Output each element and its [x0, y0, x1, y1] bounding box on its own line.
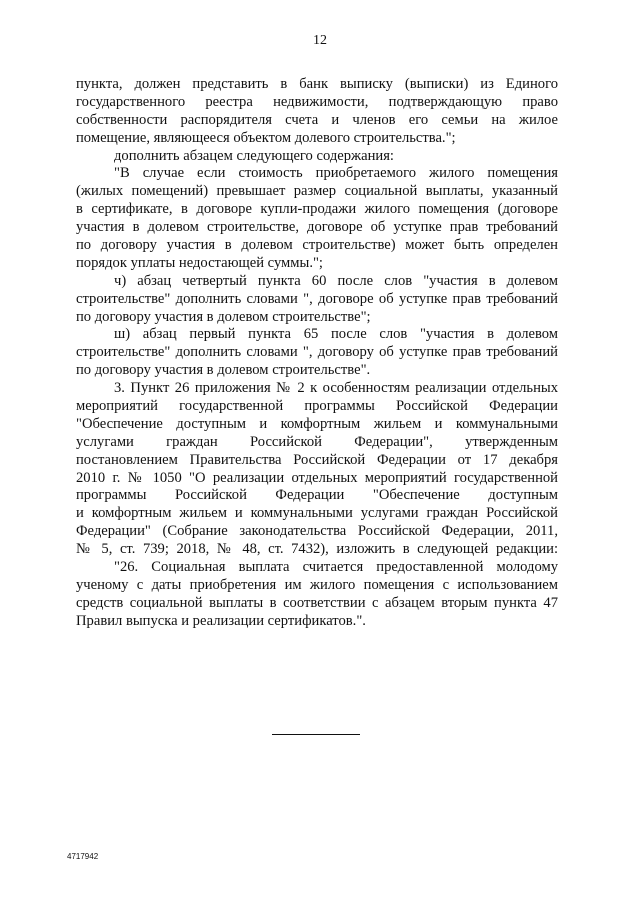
text-line: "26. Социальная выплата считается предоставленной молодому: [114, 559, 558, 576]
text-line: пункта, должен представить в банк выписку (выписки) из Единого: [76, 76, 558, 92]
text-line: ученому с даты приобретения им жилого помещения с использованием: [76, 576, 558, 593]
text-line: порядок уплаты недостающей суммы.";: [76, 254, 323, 271]
text-line: средств социальной выплаты в соответствии с абзацем вторым пункта 47: [76, 594, 558, 611]
text-line: ш) абзац первый пункта 65 после слов "участия в долевом: [114, 326, 558, 343]
text-line: ч) абзац четвертый пункта 60 после слов "участия в долевом: [114, 272, 558, 289]
text-line: услугами граждан Российской Федерации", утвержденным: [76, 433, 558, 450]
end-separator-line: [272, 734, 360, 735]
text-line: по договору участия в долевом строительстве";: [76, 308, 371, 325]
text-line: по договору участия в долевом строительстве".: [76, 362, 371, 379]
text-line: по договору участия в долевом строительстве) может быть определен: [76, 237, 558, 254]
text-line: 3. Пункт 26 приложения № 2 к особенностям реализации отдельных: [114, 380, 558, 397]
text-line: дополнить абзацем следующего содержания:: [114, 147, 394, 164]
text-line: "Обеспечение доступным и комфортным жильем и коммунальными: [76, 415, 558, 432]
text-line: постановлением Правительства Российской Федерации от 17 декабря: [76, 451, 558, 468]
text-line: Правил выпуска и реализации сертификатов.".: [76, 612, 366, 629]
text-line: мероприятий государственной программы Российской Федерации: [76, 398, 558, 415]
text-line: помещение, являющееся объектом долевого строительства.";: [76, 129, 456, 146]
text-line: (жилых помещений) превышает размер социальной выплаты, указанный: [76, 183, 558, 200]
text-line: и комфортным жильем и коммунальными услугами граждан Российской: [76, 505, 558, 522]
text-line: участия в долевом строительстве, договоре об уступке прав требований: [76, 219, 558, 236]
text-line: собственности распорядителя счета и членов его семьи на жилое: [76, 111, 558, 128]
page-number: 12: [313, 33, 327, 48]
text-line: "В случае если стоимость приобретаемого жилого помещения: [114, 165, 558, 182]
text-line: Федерации" (Собрание законодательства Российской Федерации, 2011,: [76, 523, 558, 540]
text-line: государственного реестра недвижимости, подтверждающую право: [76, 93, 558, 110]
text-line: № 5, ст. 739; 2018, № 48, ст. 7432), изложить в следующей редакции:: [76, 541, 558, 558]
text-line: строительстве" дополнить словами ", договоре об уступке прав требований: [76, 290, 558, 307]
text-line: программы Российской Федерации "Обеспечение доступным: [76, 487, 558, 504]
document-code: 4717942: [67, 852, 99, 861]
text-line: 2010 г. № 1050 "О реализации отдельных мероприятий государственной: [76, 469, 558, 486]
document-body: [76, 76, 558, 631]
text-line: в сертификате, в договоре купли-продажи жилого помещения (договоре: [76, 201, 558, 218]
text-line: строительстве" дополнить словами ", договору об уступке прав требований: [76, 344, 558, 361]
